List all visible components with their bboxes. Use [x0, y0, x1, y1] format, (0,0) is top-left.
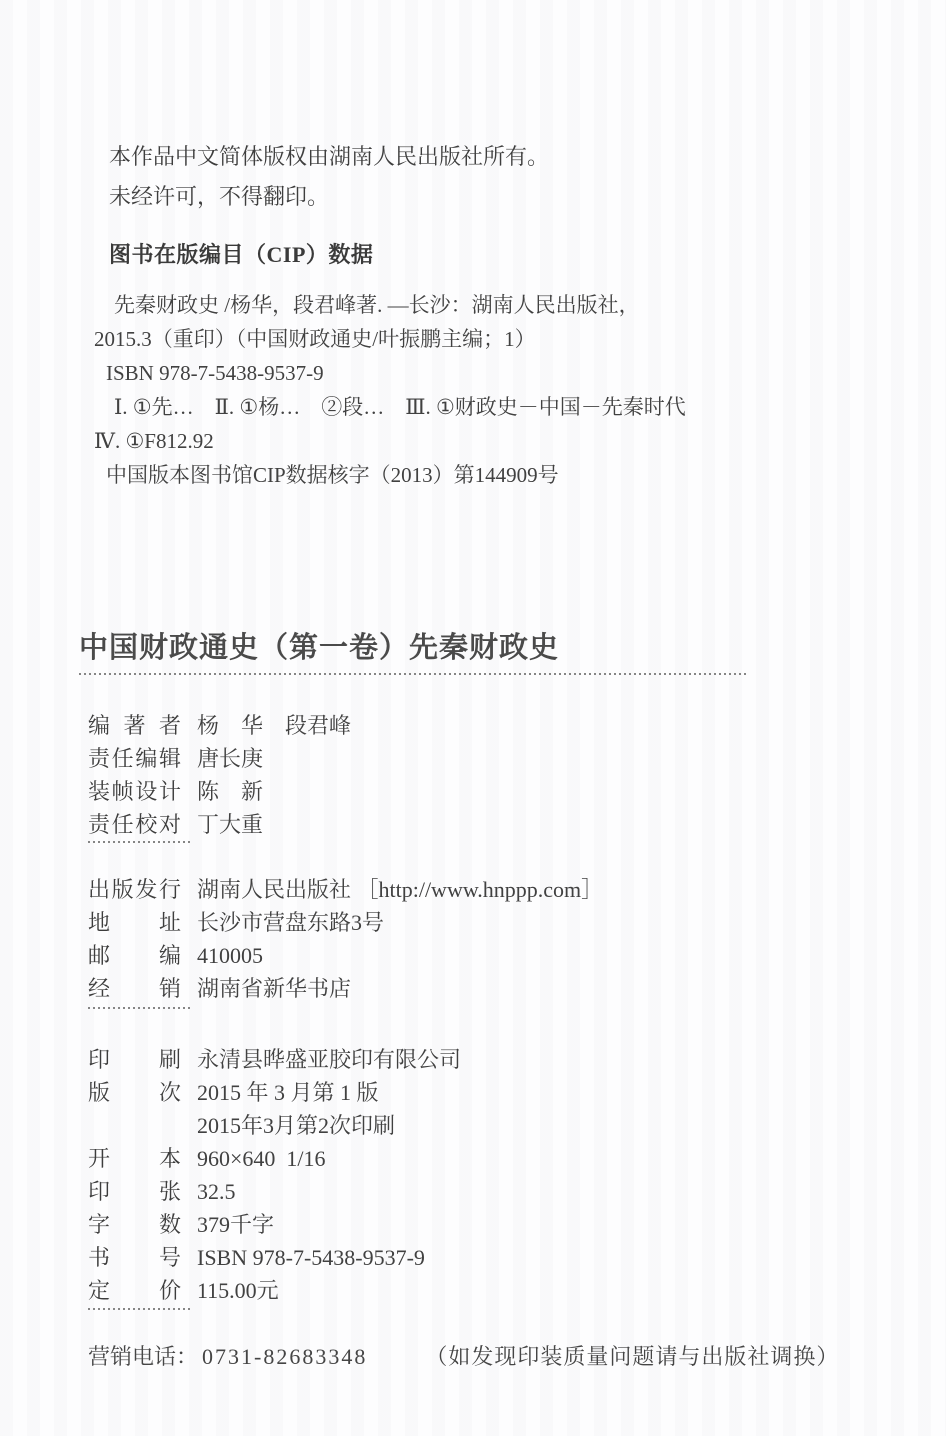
book-title: 中国财政通史（第一卷）先秦财政史: [79, 632, 560, 664]
printing-value: ISBN 978-7-5438-9537-9: [197, 1245, 425, 1270]
publishing-value: 410005: [197, 943, 263, 968]
publishing-row: [88, 972, 876, 1005]
phone-number: 0731-82683348: [202, 1344, 368, 1369]
section-dotted-divider: [88, 1007, 191, 1009]
publishing-value: 长沙市营盘东路3号: [197, 910, 385, 935]
printing-label: 开 本: [88, 1146, 181, 1171]
printing-label: 印 张: [88, 1179, 181, 1204]
section-dotted-divider: [88, 841, 191, 843]
printing-label: 印 刷: [88, 1047, 181, 1072]
staff-value: 陈 新: [197, 779, 264, 804]
printing-value: 2015年3月第2次印刷: [197, 1113, 396, 1138]
cip-line: 2015.3（重印）（中国财政通史/叶振鹏主编；1）: [94, 327, 536, 351]
printing-row: [88, 1175, 876, 1208]
copyright-line: 未经许可，不得翻印。: [109, 184, 330, 209]
printing-label: 字 数: [88, 1212, 181, 1237]
section-dotted-divider: [88, 1308, 191, 1310]
publishing-value: 湖南人民出版社 ［http://www.hnppp.com］: [197, 877, 604, 902]
title-dotted-rule: [79, 673, 747, 675]
printing-value: 115.00元: [197, 1278, 279, 1303]
cip-line: 中国版本图书馆CIP数据核字（2013）第144909号: [106, 463, 559, 487]
staff-label: 责 任 校 对: [88, 812, 181, 837]
printing-label: 书 号: [88, 1245, 181, 1270]
publishing-label: 地 址: [88, 910, 181, 935]
printing-value: 2015 年 3 月第 1 版: [197, 1080, 379, 1105]
cip-data-block: [94, 288, 876, 492]
printing-value: 32.5: [197, 1179, 236, 1204]
staff-value: 丁大重: [197, 812, 264, 837]
printing-value: 960×640 1/16: [197, 1146, 326, 1171]
staff-row: [88, 775, 876, 808]
staff-row: [88, 808, 876, 841]
staff-row: [88, 709, 876, 742]
footer-contact: [88, 1340, 876, 1374]
publishing-label: 邮 编: [88, 943, 181, 968]
publishing-row: [88, 939, 876, 972]
cip-line: Ⅳ. ①F812.92: [94, 429, 214, 453]
publishing-label: 出 版 发 行: [88, 877, 181, 902]
cip-line: ISBN 978-7-5438-9537-9: [106, 361, 324, 385]
staff-row: [88, 742, 876, 775]
cip-line: Ⅰ. ①先… Ⅱ. ①杨… ②段… Ⅲ. ①财政史－中国－先秦时代: [114, 395, 686, 419]
quality-note: （如发现印装质量问题请与出版社调换）: [425, 1344, 840, 1369]
printing-row: [88, 1043, 876, 1076]
printing-row: [88, 1142, 876, 1175]
printing-row: [88, 1274, 876, 1307]
staff-section: [88, 709, 876, 841]
staff-label: 责 任 编 辑: [88, 746, 181, 771]
cip-line: 先秦财政史 /杨华，段君峰著. —长沙：湖南人民出版社，: [114, 293, 640, 317]
staff-label: 装 帧 设 计: [88, 779, 181, 804]
printing-value: 379千字: [197, 1212, 275, 1237]
staff-value: 唐长庚: [197, 746, 264, 771]
publishing-section: [88, 873, 876, 1005]
publishing-value: 湖南省新华书店: [197, 976, 352, 1001]
phone-label: 营销电话：: [88, 1344, 199, 1369]
staff-label: 编 著 者: [88, 713, 181, 738]
copyright-line: 本作品中文简体版权由湖南人民出版社所有。: [109, 144, 550, 169]
publishing-row: [88, 906, 876, 939]
printing-label: 版 次: [88, 1080, 181, 1105]
printing-row: [88, 1076, 876, 1109]
printing-row: [88, 1208, 876, 1241]
printing-value: 永清县晔盛亚胶印有限公司: [197, 1047, 462, 1072]
printing-row: [88, 1109, 876, 1142]
printing-row: [88, 1241, 876, 1274]
printing-label: 定 价: [88, 1278, 181, 1303]
staff-value: 杨 华 段君峰: [197, 713, 352, 738]
publishing-label: 经 销: [88, 976, 181, 1001]
cip-heading: 图书在版编目（CIP）数据: [109, 242, 374, 267]
printing-section: [88, 1043, 876, 1307]
copyright-notice: [109, 137, 876, 217]
publishing-row: [88, 873, 876, 906]
